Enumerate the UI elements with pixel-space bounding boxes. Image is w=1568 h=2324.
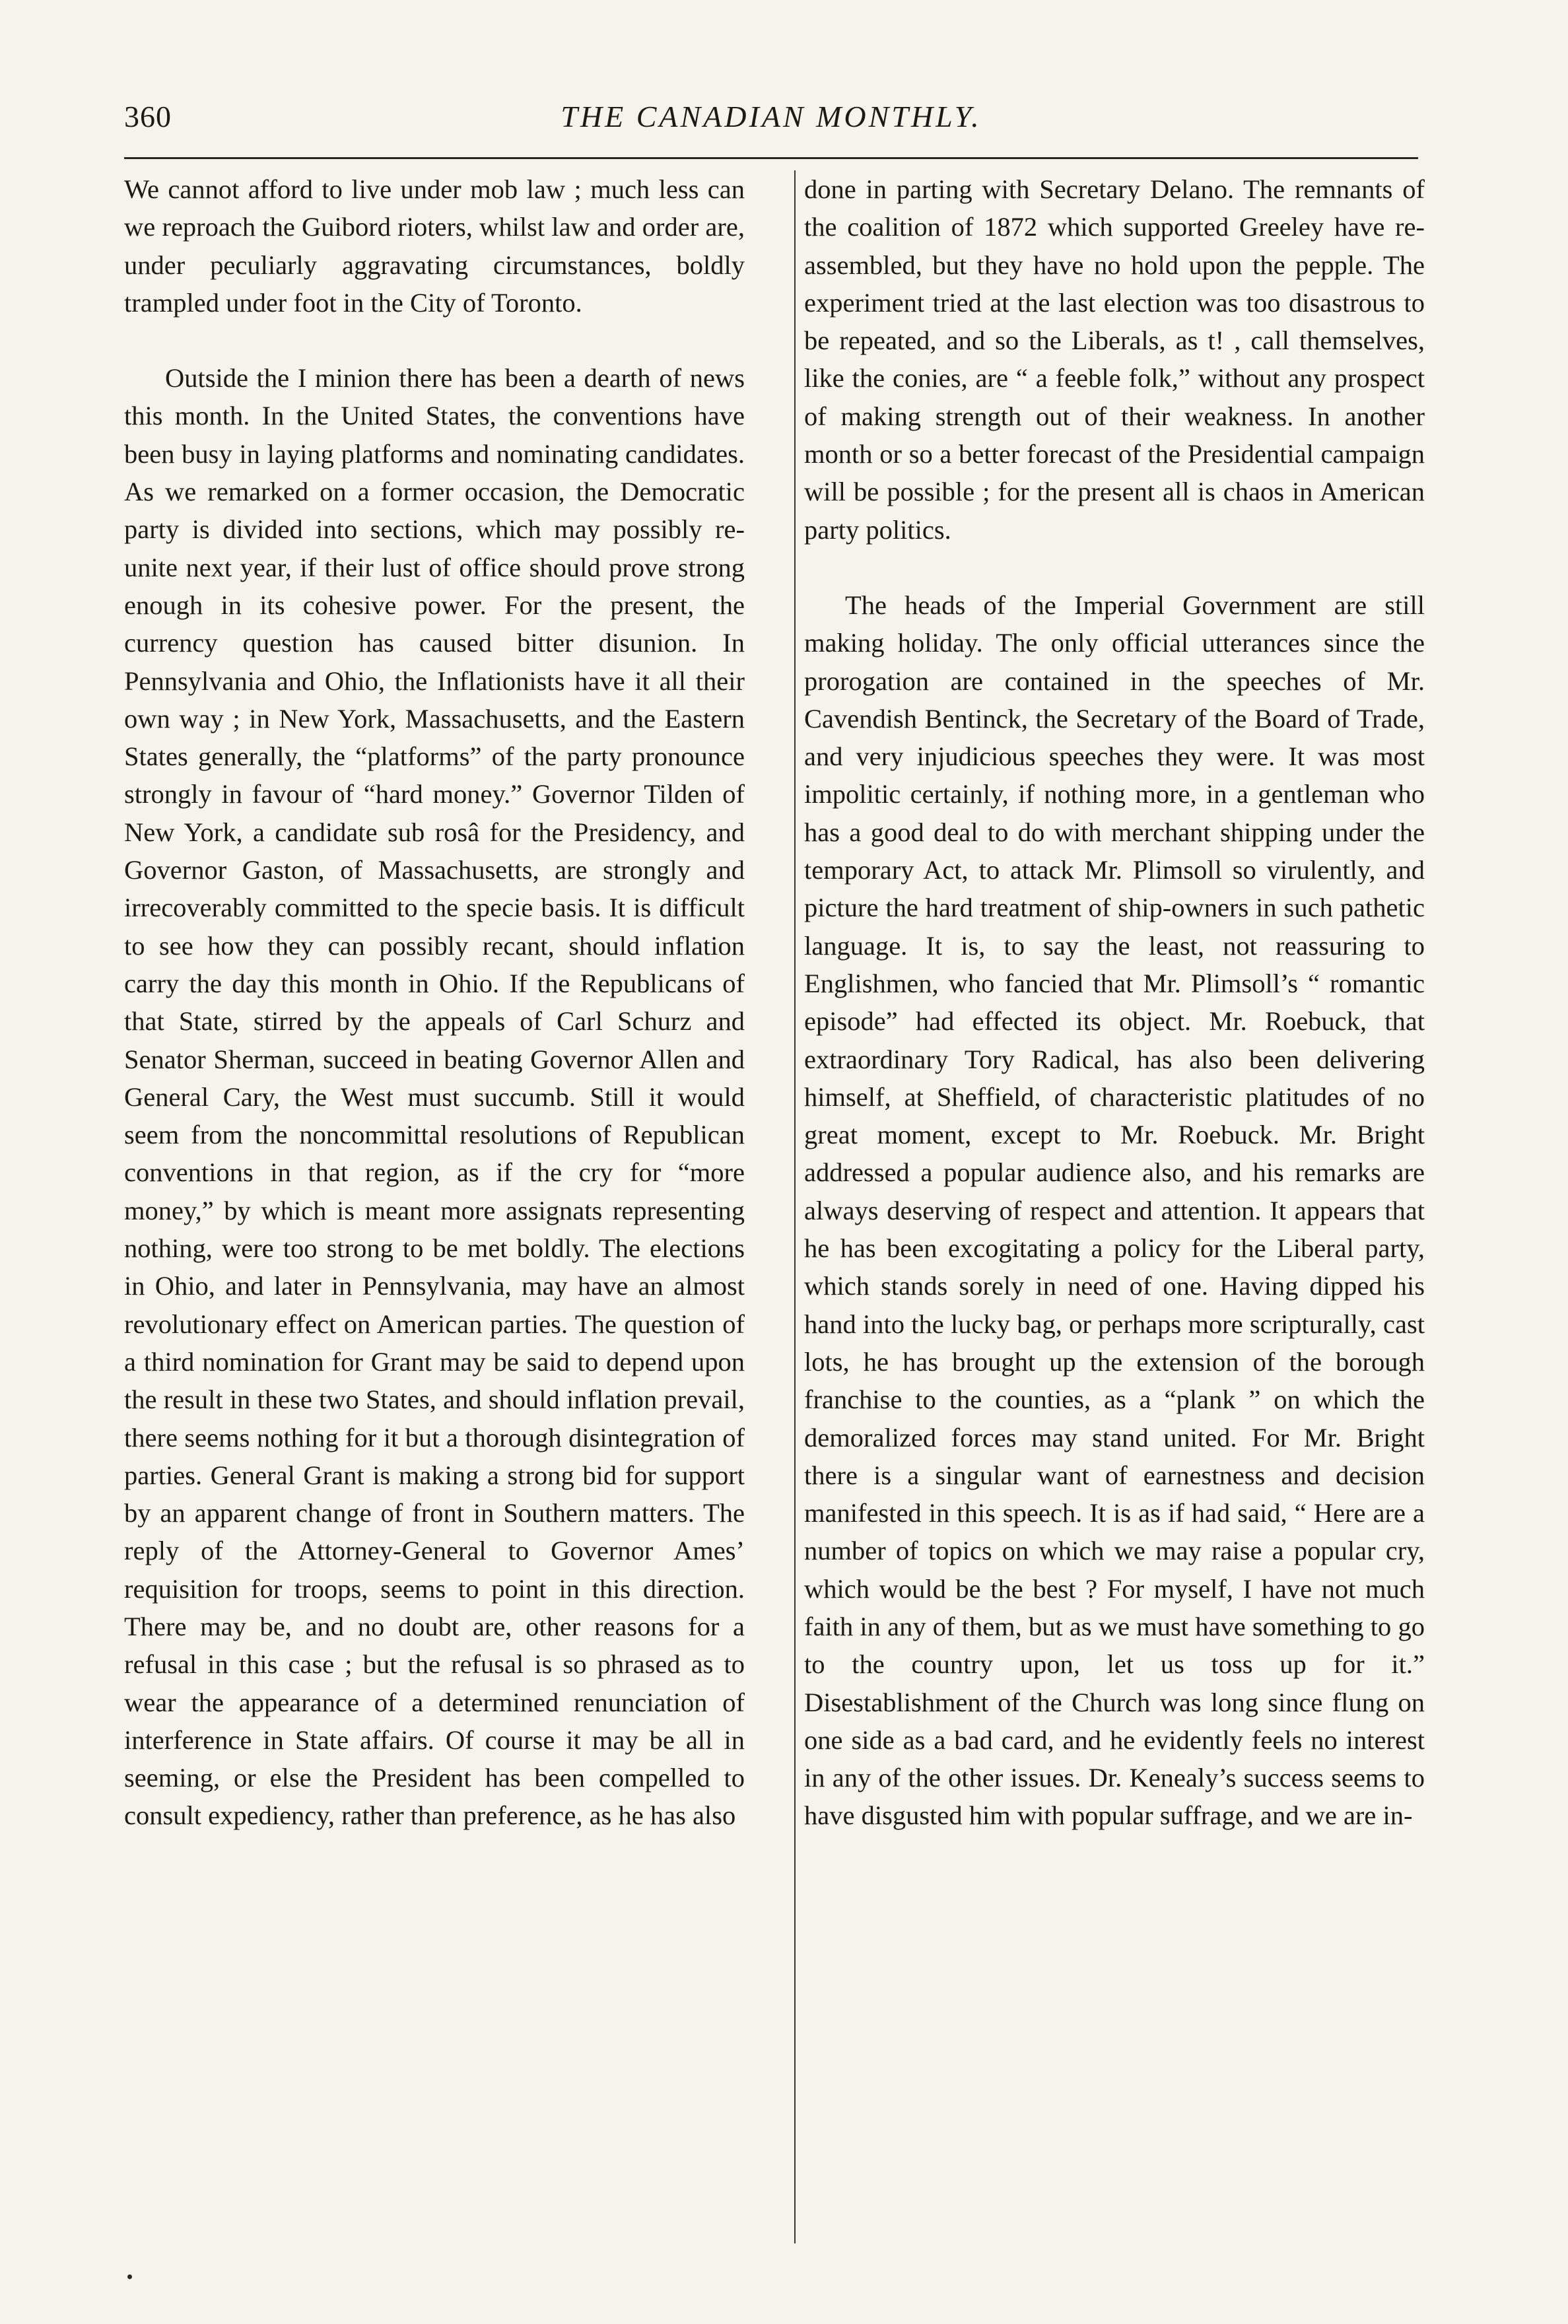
page-header — [124, 99, 1418, 145]
paragraph: Outside the I minion there has been a dearth of news this month. In the United States, the conventions have been busy in laying platforms and nominating candidates. As we remarked on a former occasion, the Democratic party is divided into sections, which may possibly re-unite next year, if their lust of office should prove strong enough in its cohesive power. For the present, the currency question has caused bitter disunion. In Pennsylvania and Ohio, the Inflationists have it all their own way ; in New York, Massachusetts, and the Eastern States generally, the “platforms” of the party pronounce strongly in favour of “hard money.” Governor Tilden of New York, a candidate sub rosâ for the Presidency, and Governor Gaston, of Massachusetts, are strongly and irrecoverably committed to the specie basis. It is difficult to see how they can possibly recant, should inflation carry the day this month in Ohio. If the Republicans of that State, stirred by the appeals of Carl Schurz and Senator Sherman, succeed in beating Governor Allen and General Cary, the West must succumb. Still it would seem from the noncommittal resolutions of Republican conventions in that region, as if the cry for “more money,” by which is meant more assignats representing nothing, were too strong to be met boldly. The elections in Ohio, and later in Pennsylvania, may have an almost revolutionary effect on American parties. The question of a third nomination for Grant may be said to depend upon the result in these two States, and should inflation prevail, there seems nothing for it but a thorough disintegration of parties. General Grant is making a strong bid for support by an apparent change of front in Southern matters. The reply of the Attorney-General to Governor Ames’ requisition for troops, seems to point in this direction. There may be, and no doubt are, other reasons for a refusal in this case ; but the refusal is so phrased as to wear the appearance of a determined renunciation of interference in State affairs. Of course it may be all in seeming, or else the President has been compelled to consult expediency, rather than preference, as he has also — [124, 363, 745, 1831]
header-rule — [124, 157, 1418, 159]
ink-speck — [127, 2274, 132, 2279]
paragraph: We cannot afford to live under mob law ; much less can we reproach the Guibord rioters, whilst law and order are, under peculiarly aggravating circumstances, boldly trampled under foot in the City of Toronto. — [124, 174, 745, 318]
page-number: 360 — [124, 100, 172, 133]
paragraph: done in parting with Secretary Delano. The remnants of the coalition of 1872 which supported Greeley have re-assembled, but they have no hold upon the pepple. The experiment tried at the last election was too disastrous to be repeated, and so the Liberals, as t! , call themselves, like the conies, are “ a feeble folk,” without any prospect of making strength out of their weakness. In another month or so a better forecast of the Presidential campaign will be possible ; for the present all is chaos in American party politics. — [804, 174, 1425, 545]
left-column — [124, 170, 745, 1835]
running-title: THE CANADIAN MONTHLY. — [561, 100, 982, 133]
paragraph: The heads of the Imperial Government are still making holiday. The only official utterances since the prorogation are contained in the speeches of Mr. Cavendish Bentinck, the Secretary of the Board of Trade, and very injudicious speeches they were. It was most impolitic certainly, if nothing more, in a gentleman who has a good deal to do with merchant shipping under the temporary Act, to attack Mr. Plimsoll so virulently, and picture the hard treatment of ship-owners in such pathetic language. It is, to say the least, not reassuring to Englishmen, who fancied that Mr. Plimsoll’s “ romantic episode” had effected its object. Mr. Roebuck, that extraordinary Tory Radical, has also been delivering himself, at Sheffield, of characteristic platitudes of no great moment, except to Mr. Roebuck. Mr. Bright addressed a popular audience also, and his remarks are always deserving of respect and attention. It appears that he has been excogitating a policy for the Liberal party, which stands sorely in need of one. Having dipped his hand into the lucky bag, or perhaps more scripturally, cast lots, he has brought up the extension of the borough franchise to the counties, as a “plank ” on which the demoralized forces may stand united. For Mr. Bright there is a singular want of earnestness and decision manifested in this speech. It is as if had said, “ Here are a number of topics on which we may raise a popular cry, which would be the best ? For myself, I have not much faith in any of them, but as we must have something to go to the country upon, let us toss up for it.” Disestablishment of the Church was long since flung on one side as a bad card, and he evidently feels no interest in any of the other issues. Dr. Kenealy’s success seems to have disgusted him with popular suffrage, and we are in- — [804, 590, 1425, 1831]
right-column — [804, 170, 1425, 1835]
column-divider — [794, 170, 796, 2243]
